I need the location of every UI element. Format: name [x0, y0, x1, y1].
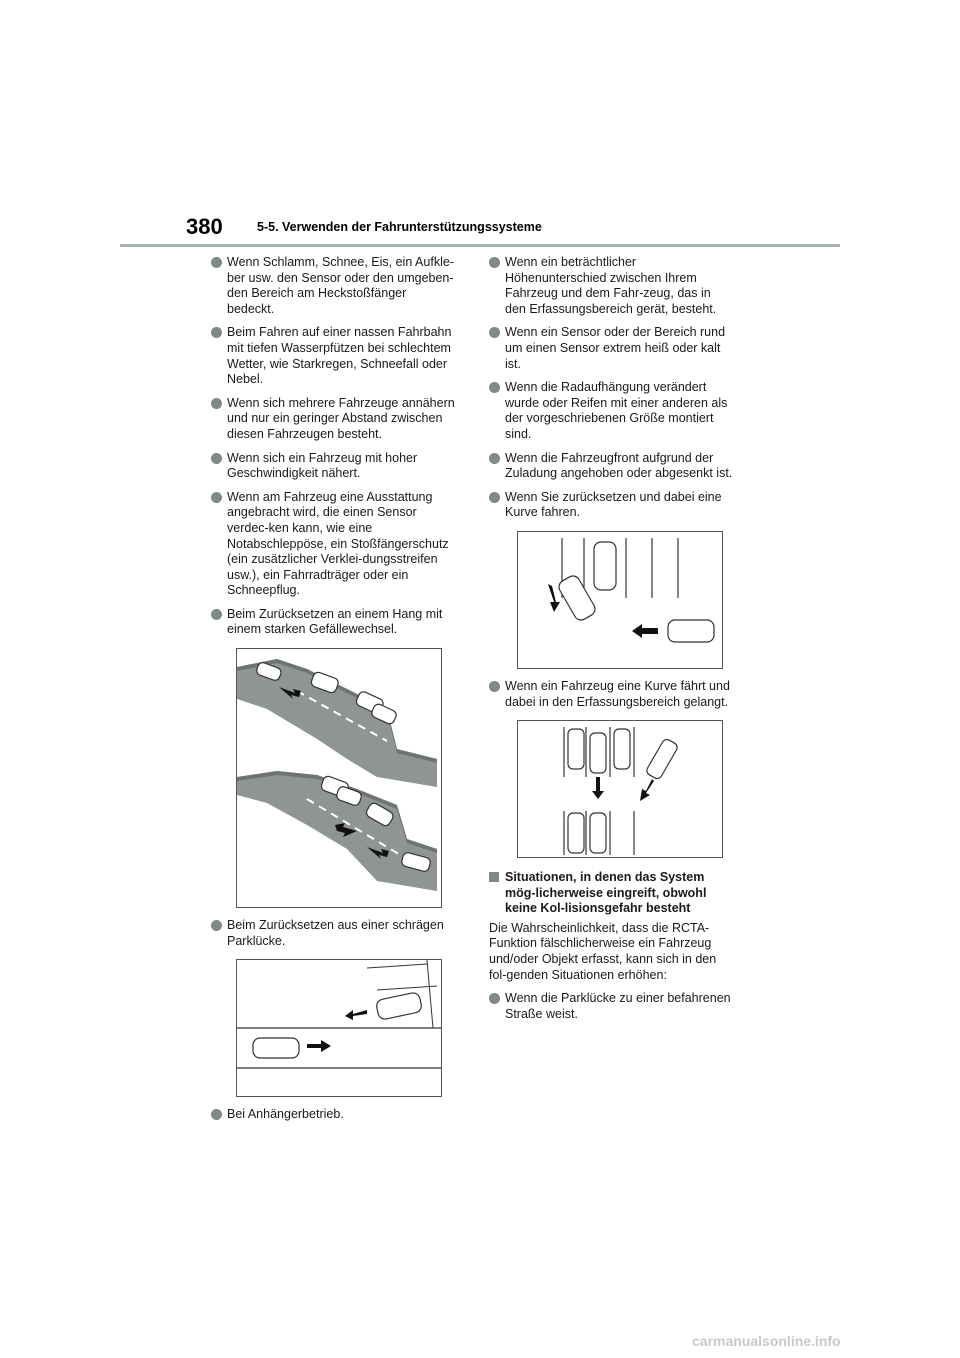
bullet-dot-icon [489, 453, 500, 464]
bullet-text: Wenn ein Fahrzeug eine Kurve fährt und dabei in den Erfassungsbereich gelangt. [505, 678, 730, 709]
bullet-text: Wenn die Fahrzeugfront aufgrund der Zuladung angehoben oder abgesenkt ist. [505, 450, 733, 481]
bullet-item [211, 1107, 455, 1123]
header-divider [120, 244, 840, 247]
bullet-dot-icon [211, 1109, 222, 1120]
bullet-dot-icon [211, 398, 222, 409]
bullet-text: Wenn ein Sensor oder der Bereich rund um einen Sensor extrem heiß oder kalt ist. [505, 325, 726, 371]
bullet-dot-icon [211, 257, 222, 268]
heading-square-icon [489, 872, 499, 882]
bullet-text: Wenn ein beträchtlicher Höhenunterschied zwischen Ihrem Fahrzeug und dem Fahr-zeug, das in den Erfassungsbereich gerät, besteht. [505, 255, 717, 316]
bullet-item [489, 490, 733, 521]
figure-slope-reversing [236, 648, 442, 908]
bullet-item [211, 918, 455, 949]
section-heading [489, 870, 733, 917]
bullet-text: Wenn sich ein Fahrzeug mit hoher Geschwindigkeit nähert. [227, 450, 418, 481]
figure-vehicle-turning [517, 720, 723, 858]
bullet-dot-icon [211, 920, 222, 931]
bullet-item [211, 396, 455, 443]
paragraph: Die Wahrscheinlichkeit, dass die RCTA-Funktion fälschlicherweise ein Fahrzeug und/oder Objekt erfasst, kann sich in den fol-genden Situationen erhöhen: [489, 920, 717, 982]
bullet-item [211, 607, 455, 638]
bullet-item [211, 490, 455, 599]
figure-reversing-turn [517, 531, 723, 669]
bullet-text: Beim Fahren auf einer nassen Fahrbahn mit tiefen Wasserpfützen bei schlechtem Wetter, wie Starkregen, Schneefall oder Nebel. [227, 325, 452, 387]
bullet-item [489, 679, 733, 710]
bullet-dot-icon [211, 453, 222, 464]
bullet-text: Bei Anhängerbetrieb. [227, 1107, 344, 1122]
bullet-text: Wenn die Radaufhängung verändert wurde oder Reifen mit einer anderen als der vorgeschriebenen Größe montiert sind. [505, 380, 728, 441]
bullet-dot-icon [489, 257, 500, 268]
right-column [489, 255, 733, 1030]
bullet-text: Wenn sich mehrere Fahrzeuge annähern und nur ein geringer Abstand zwischen diesen Fahrzeugen besteht. [227, 395, 455, 441]
bullet-item [489, 255, 733, 317]
bullet-text: Wenn Sie zurücksetzen und dabei eine Kurve fahren. [505, 489, 722, 520]
bullet-text: Beim Zurücksetzen an einem Hang mit einem starken Gefällewechsel. [227, 606, 443, 637]
angled-parking-illustration-icon [237, 960, 441, 1096]
bullet-item [489, 325, 733, 372]
slope-reversing-illustration-icon [237, 649, 441, 907]
bullet-item [211, 255, 455, 317]
bullet-dot-icon [211, 327, 222, 338]
heading-text: Situationen, in denen das System mög-licherweise eingreift, obwohl keine Kol-lisionsgefahr besteht [505, 870, 707, 916]
section-title: 5-5. Verwenden der Fahrunterstützungssysteme [257, 220, 542, 234]
bullet-dot-icon [489, 993, 500, 1004]
left-column [211, 255, 455, 1131]
bullet-item [489, 451, 733, 482]
bullet-text: Wenn Schlamm, Schnee, Eis, ein Aufkle-ber usw. den Sensor oder den umgeben-den Bereich am Heckstoßfänger bedeckt. [227, 255, 454, 316]
bullet-item [489, 380, 733, 442]
vehicle-turning-illustration-icon [518, 721, 722, 857]
bullet-dot-icon [489, 492, 500, 503]
bullet-item [211, 325, 455, 387]
bullet-dot-icon [489, 327, 500, 338]
bullet-item [211, 451, 455, 482]
figure-angled-parking [236, 959, 442, 1097]
watermark: carmanualsonline.info [692, 1333, 841, 1349]
bullet-dot-icon [211, 609, 222, 620]
bullet-item [489, 991, 733, 1022]
bullet-dot-icon [489, 382, 500, 393]
reversing-turn-illustration-icon [518, 532, 722, 668]
bullet-text: Beim Zurücksetzen aus einer schrägen Parklücke. [227, 918, 444, 948]
bullet-text: Wenn am Fahrzeug eine Ausstattung angebracht wird, die einen Sensor verdec-ken kann, wie eine Notabschleppöse, ein Stoßfängerschutz (ein zusätzlicher Verklei-dungsstreifen usw.), ein Fahrradträger oder ein Schneepflug. [227, 489, 449, 598]
bullet-dot-icon [489, 681, 500, 692]
bullet-dot-icon [211, 492, 222, 503]
page-number: 380 [186, 214, 223, 239]
bullet-text: Wenn die Parklücke zu einer befahrenen Straße weist. [505, 991, 731, 1021]
